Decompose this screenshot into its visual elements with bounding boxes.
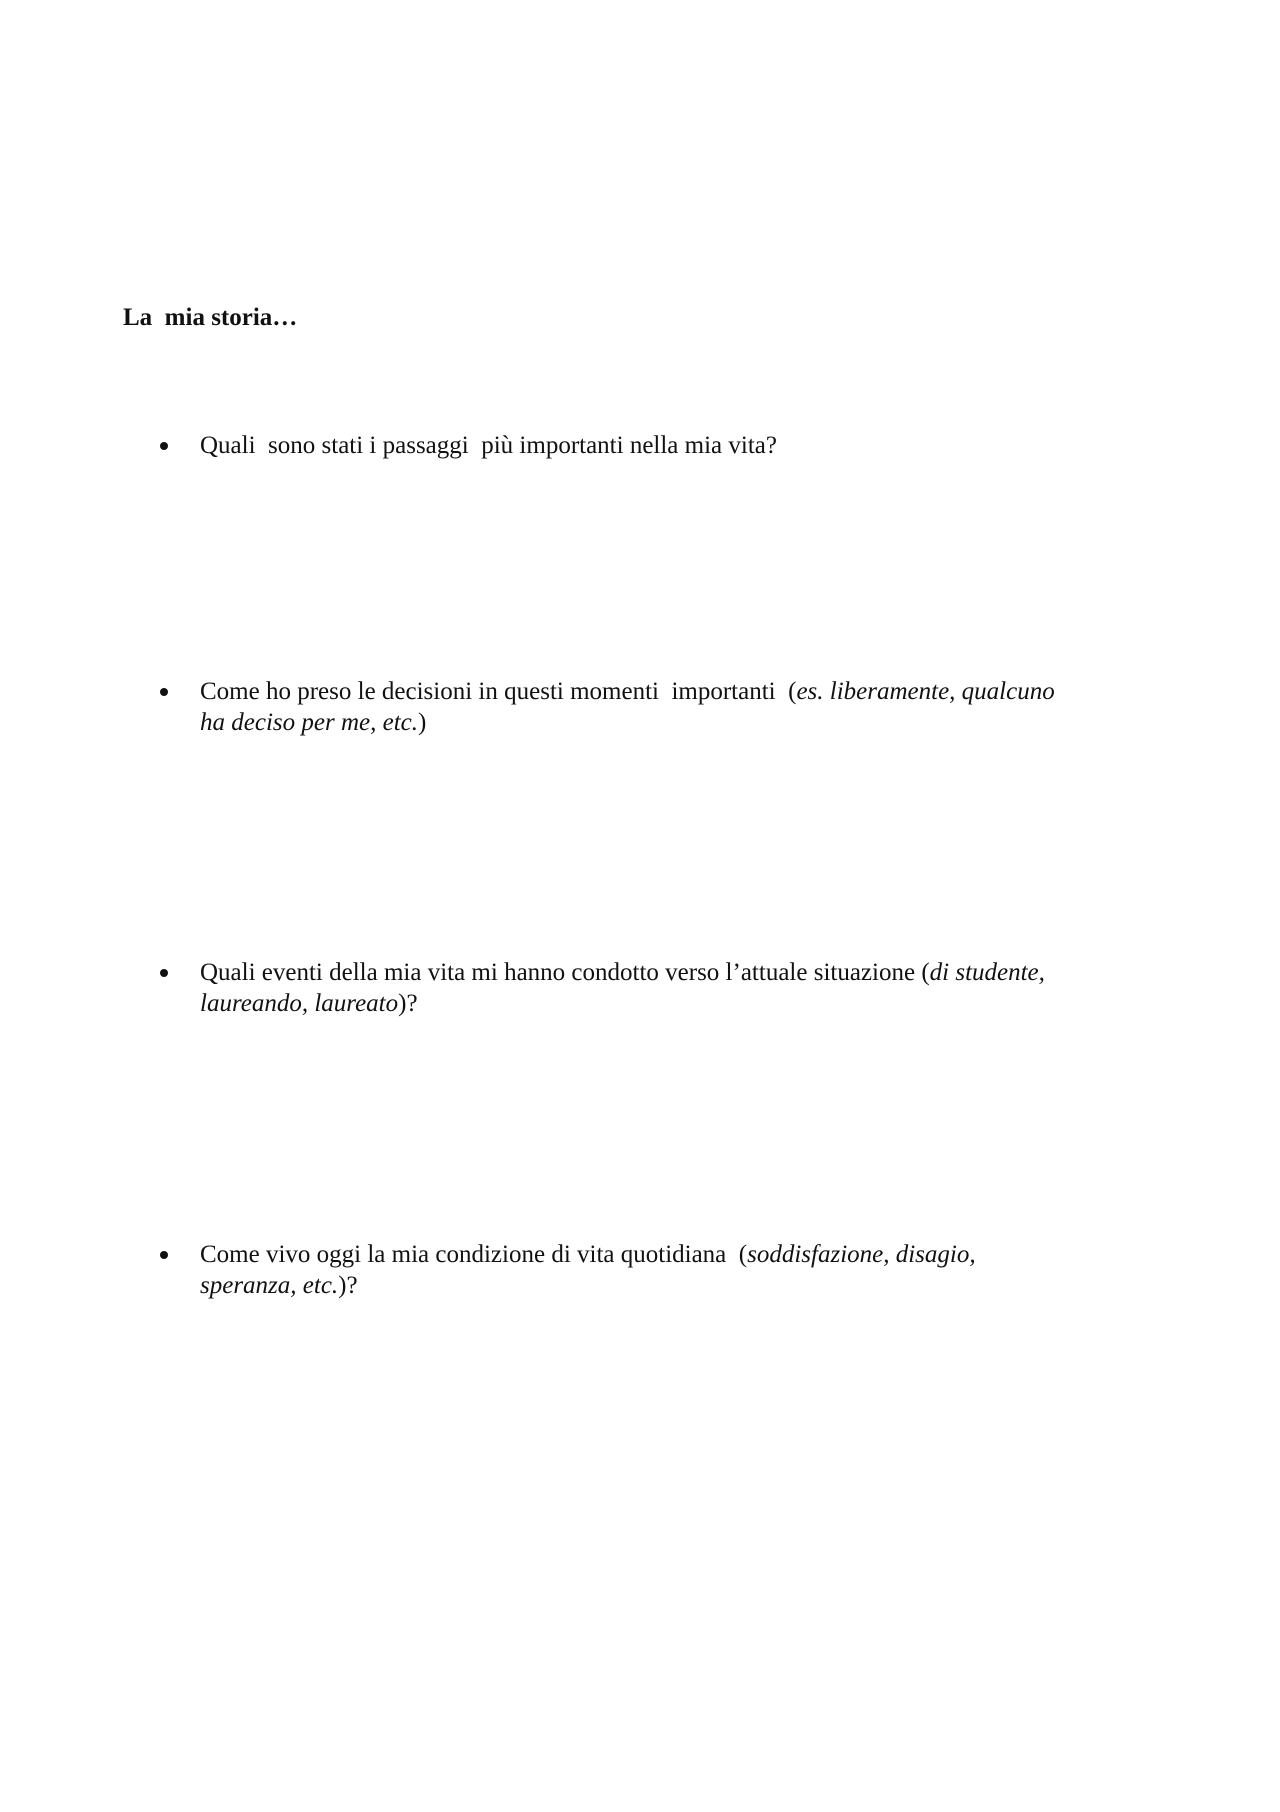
bullet-icon [160, 688, 168, 696]
question-text-italic: speranza, etc. [200, 1272, 339, 1299]
question-text-italic: laureando, laureato [200, 990, 399, 1017]
question-line: Quali sono stati i passaggi più importanti nella mia vita? [200, 432, 777, 459]
question-text-plain: ) [417, 709, 427, 736]
bullet-icon [160, 442, 168, 450]
question-text-plain: Come vivo oggi la mia condizione di vita quotidiana ( [200, 1241, 748, 1268]
bullet-icon [160, 969, 168, 977]
question-text-plain: )? [398, 990, 418, 1017]
question-line [200, 676, 1140, 707]
question-line [200, 707, 1140, 738]
question-text [200, 957, 1140, 1019]
question-text [200, 676, 1140, 738]
question-text-italic: ha deciso per me, etc. [200, 709, 418, 736]
question-line [200, 988, 1140, 1019]
question-text-plain: Come ho preso le decisioni in questi momenti importanti ( [200, 678, 797, 705]
question-text [200, 430, 1140, 461]
question-line [200, 957, 1140, 988]
question-text-italic: di studente, [929, 959, 1045, 986]
question-text-plain: Quali eventi della mia vita mi hanno condotto verso l’attuale situazione ( [200, 959, 930, 986]
question-text-italic: es. liberamente, qualcuno [796, 678, 1055, 705]
question-text-plain: )? [338, 1272, 358, 1299]
page-title: La mia storia… [123, 304, 298, 331]
question-line [200, 1239, 1140, 1270]
question-text [200, 1239, 1140, 1301]
bullet-icon [160, 1251, 168, 1259]
question-text-italic: soddisfazione, disagio, [747, 1241, 976, 1268]
question-line [200, 1270, 1140, 1301]
